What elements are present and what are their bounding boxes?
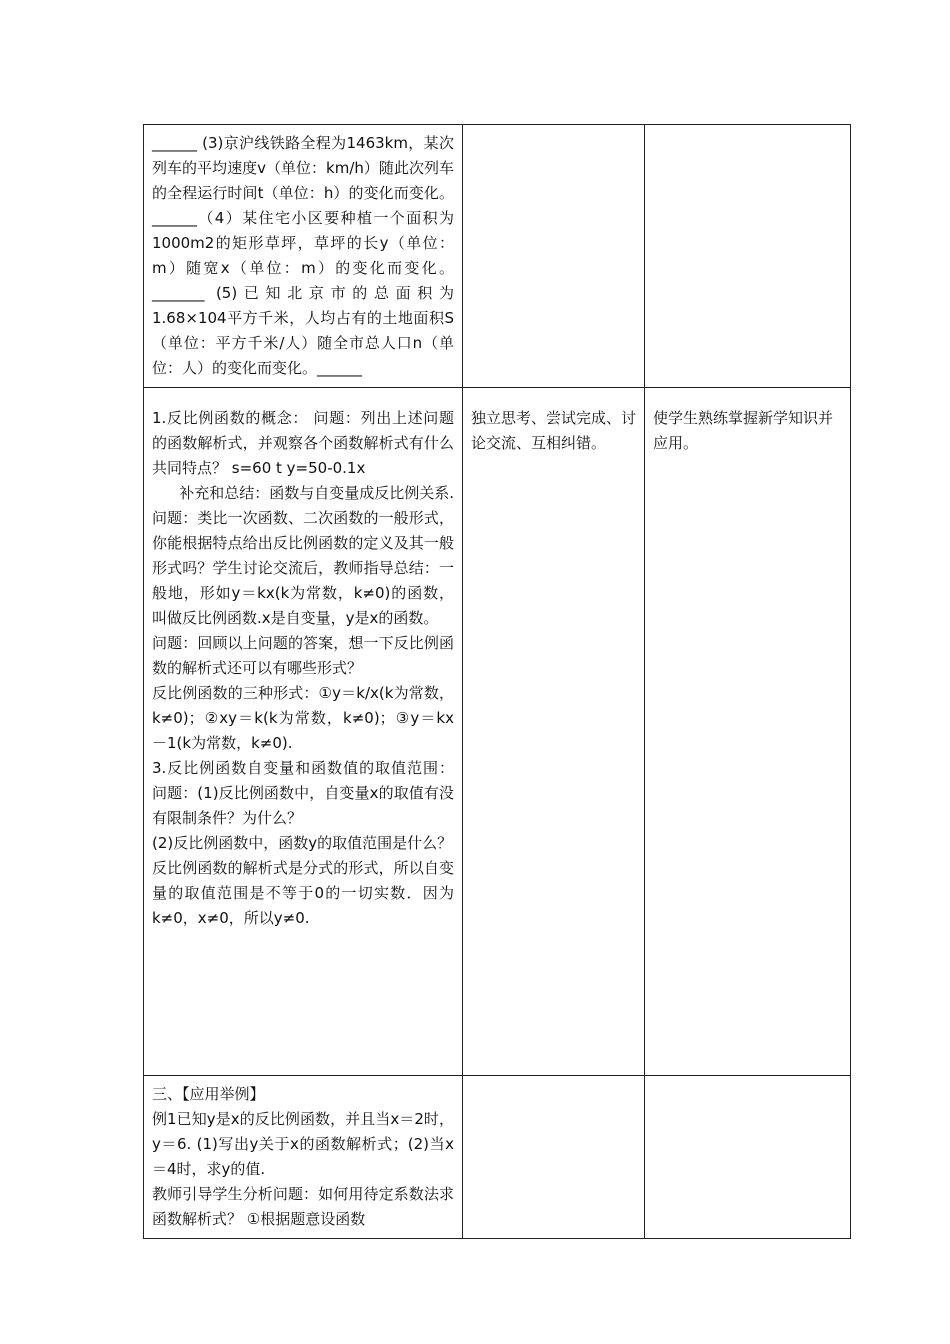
row2-student: 独立思考、尝试完成、讨论交流、互相纠错。 xyxy=(471,409,637,452)
design-intent-cell xyxy=(645,1076,851,1239)
student-activity-cell xyxy=(463,388,645,1076)
design-intent-cell xyxy=(645,388,851,1076)
row1-content: ______ (3)京沪线铁路全程为1463km，某次列车的平均速度v（单位：km/h）随此次列车的全程运行时间t（单位：h）的变化而变化。______（4）某住宅小区要种植一个面积为1000m2的矩形草坪，草坪的长y（单位：m）随宽x（单位：m）的变化而变化。_______ (5)已知北京市的总面积为1.68×104平方千米，人均占有的土地面积S（单位：平方千米/人）随全市总人口n（单位：人）的变化而变化。______ xyxy=(152,134,454,377)
concept-summary: 补充和总结：函数与自变量成反比例关系. xyxy=(179,484,454,502)
forms-question: 问题：回顾以上问题的答案，想一下反比例函数的解析式还可以有哪些形式？ xyxy=(152,634,454,677)
teaching-content-cell xyxy=(144,388,463,1076)
student-activity-cell xyxy=(463,1076,645,1239)
range-question-1: 3.反比例函数自变量和函数值的取值范围： 问题：(1)反比例函数中，自变量x的取值有没有限制条件？为什么？ xyxy=(152,759,454,827)
example-1: 例1已知y是x的反比例函数，并且当x＝2时，y＝6. (1)写出y关于x的函数解析式；(2)当x＝4时，求y的值. xyxy=(152,1110,454,1178)
teaching-content-cell xyxy=(144,125,463,388)
teaching-content-cell xyxy=(144,1076,463,1239)
range-answer: 反比例函数的解析式是分式的形式，所以自变量的取值范围是不等于0的一切实数．因为k≠0，x≠0，所以y≠0. xyxy=(152,859,454,927)
design-intent-cell xyxy=(645,125,851,388)
range-question-2: (2)反比例函数中，函数y的取值范围是什么？ xyxy=(152,834,453,852)
table-row xyxy=(144,388,851,1076)
lesson-plan-table xyxy=(143,124,851,1239)
student-activity-cell xyxy=(463,125,645,388)
section-heading: 三、【应用举例】 xyxy=(152,1085,265,1103)
example-analysis: 教师引导学生分析问题：如何用待定系数法求函数解析式？ ①根据题意设函数 xyxy=(152,1185,454,1228)
table-row xyxy=(144,1076,851,1239)
definition-question: 问题：类比一次函数、二次函数的一般形式，你能根据特点给出反比例函数的定义及其一般形式吗？学生讨论交流后，教师指导总结：一般地，形如y＝kx(k为常数，k≠0)的函数，叫做反比例函数.x是自变量，y是x的函数。 xyxy=(152,509,454,627)
row2-intent: 使学生熟练掌握新学知识并应用。 xyxy=(653,409,834,452)
table-row xyxy=(144,125,851,388)
concept-question: 1.反比例函数的概念： 问题：列出上述问题的函数解析式，并观察各个函数解析式有什么共同特点？ s=60 t y=50-0.1x xyxy=(152,409,454,477)
three-forms: 反比例函数的三种形式：①y＝k/x(k为常数，k≠0)；②xy＝k(k为常数，k≠0)；③y＝kx－1(k为常数，k≠0). xyxy=(152,684,454,752)
